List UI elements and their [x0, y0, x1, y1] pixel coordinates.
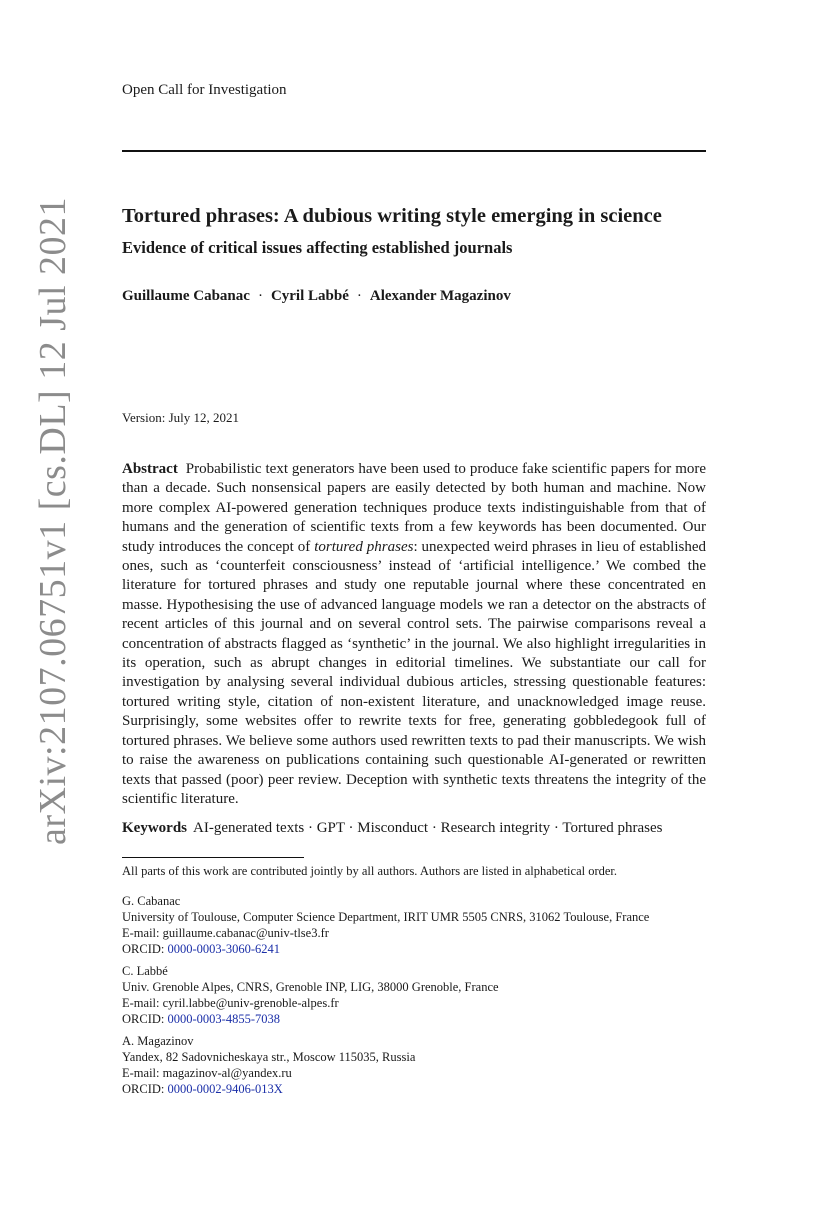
affiliation-institution: Univ. Grenoble Alpes, CNRS, Grenoble INP, LIG, 38000 Grenoble, France [122, 980, 499, 994]
affiliation-name: G. Cabanac [122, 894, 181, 908]
affiliation-name: C. Labbé [122, 964, 168, 978]
affiliation-email: E-mail: cyril.labbe@univ-grenoble-alpes.fr [122, 996, 339, 1010]
affiliation-orcid [122, 941, 649, 957]
footnote-rule [122, 857, 304, 858]
author-separator: · [257, 288, 263, 304]
orcid-label: ORCID: [122, 1012, 168, 1026]
affiliation-email: E-mail: magazinov-al@yandex.ru [122, 1066, 292, 1080]
author-separator: · [356, 288, 362, 304]
orcid-link[interactable]: 0000-0002-9406-013X [167, 1082, 283, 1096]
footnote: All parts of this work are contributed jointly by all authors. Authors are listed in alphabetical order. [122, 864, 618, 878]
affiliation-block [122, 1033, 415, 1097]
abstract-emphasis: tortured phrases [314, 538, 414, 555]
abstract-text-cont: : unexpected weird phrases in lieu of established ones, such as ‘counterfeit consciousness’ instead of ‘artificial intelligence.’ We combed the literature for tortured phrases and study one reputable journal where these concentrated en masse. Hypothesising the use of advanced language models we ran a detector on the abstracts of recent articles of this journal and on several control sets. The pairwise comparisons reveal a concentration of abstracts flagged as ‘synthetic’ in the journal. We also highlight irregularities in its operation, such as abrupt changes in editorial timelines. We substantiate our call for investigation by analysing several individual dubious articles, stressing questionable features: tortured writing style, citation of non-existent literature, and unacknowledged image reuse. Surprisingly, some websites offer to rewrite texts for free, generating gobbledegook full of tortured phrases. We believe some authors used rewritten texts to pad their manuscripts. We wish to raise the awareness on publications containing such questionable AI-generated or rewritten texts that passed (poor) peer review. Deception with synthetic texts threatens the integrity of the scientific literature. [122, 538, 706, 807]
author-list [122, 288, 511, 305]
orcid-label: ORCID: [122, 1082, 168, 1096]
affiliation-block [122, 963, 499, 1027]
orcid-label: ORCID: [122, 942, 168, 956]
paper-subtitle: Evidence of critical issues affecting established journals [122, 238, 513, 257]
keywords [122, 820, 663, 837]
abstract-text: Probabilistic text generators have been used to produce fake scientific papers for more than a decade. Such nonsensical papers are easily detected by both human and machine. Now more complex AI-powered generation techniques produce texts indistinguishable from that of humans and the generation of scientific texts from a few keywords has been documented. Our study introduces the concept of [122, 461, 707, 555]
orcid-link[interactable]: 0000-0003-3060-6241 [167, 942, 280, 956]
affiliation-orcid [122, 1081, 415, 1097]
abstract [122, 460, 706, 809]
author-name: Cyril Labbé [270, 288, 349, 304]
paper-title: Tortured phrases: A dubious writing style emerging in science [122, 205, 662, 227]
arxiv-stamp: arXiv:2107.06751v1 [cs.DL] 12 Jul 2021 [32, 196, 74, 845]
version-line: Version: July 12, 2021 [122, 410, 239, 425]
author-name: Guillaume Cabanac [122, 288, 250, 304]
affiliation-orcid [122, 1011, 499, 1027]
keywords-text: AI-generated texts · GPT · Misconduct · Research integrity · Tortured phrases [193, 820, 663, 836]
keywords-label: Keywords [122, 820, 187, 836]
author-name: Alexander Magazinov [369, 288, 511, 304]
affiliation-email: E-mail: guillaume.cabanac@univ-tlse3.fr [122, 926, 329, 940]
header-rule [122, 150, 706, 152]
orcid-link[interactable]: 0000-0003-4855-7038 [167, 1012, 280, 1026]
affiliation-block [122, 893, 649, 957]
abstract-label: Abstract [122, 461, 178, 477]
affiliation-name: A. Magazinov [122, 1034, 194, 1048]
affiliation-institution: Yandex, 82 Sadovnicheskaya str., Moscow 115035, Russia [122, 1050, 416, 1064]
affiliation-institution: University of Toulouse, Computer Science Department, IRIT UMR 5505 CNRS, 31062 Toulouse, France [122, 910, 650, 924]
running-header: Open Call for Investigation [122, 82, 287, 98]
